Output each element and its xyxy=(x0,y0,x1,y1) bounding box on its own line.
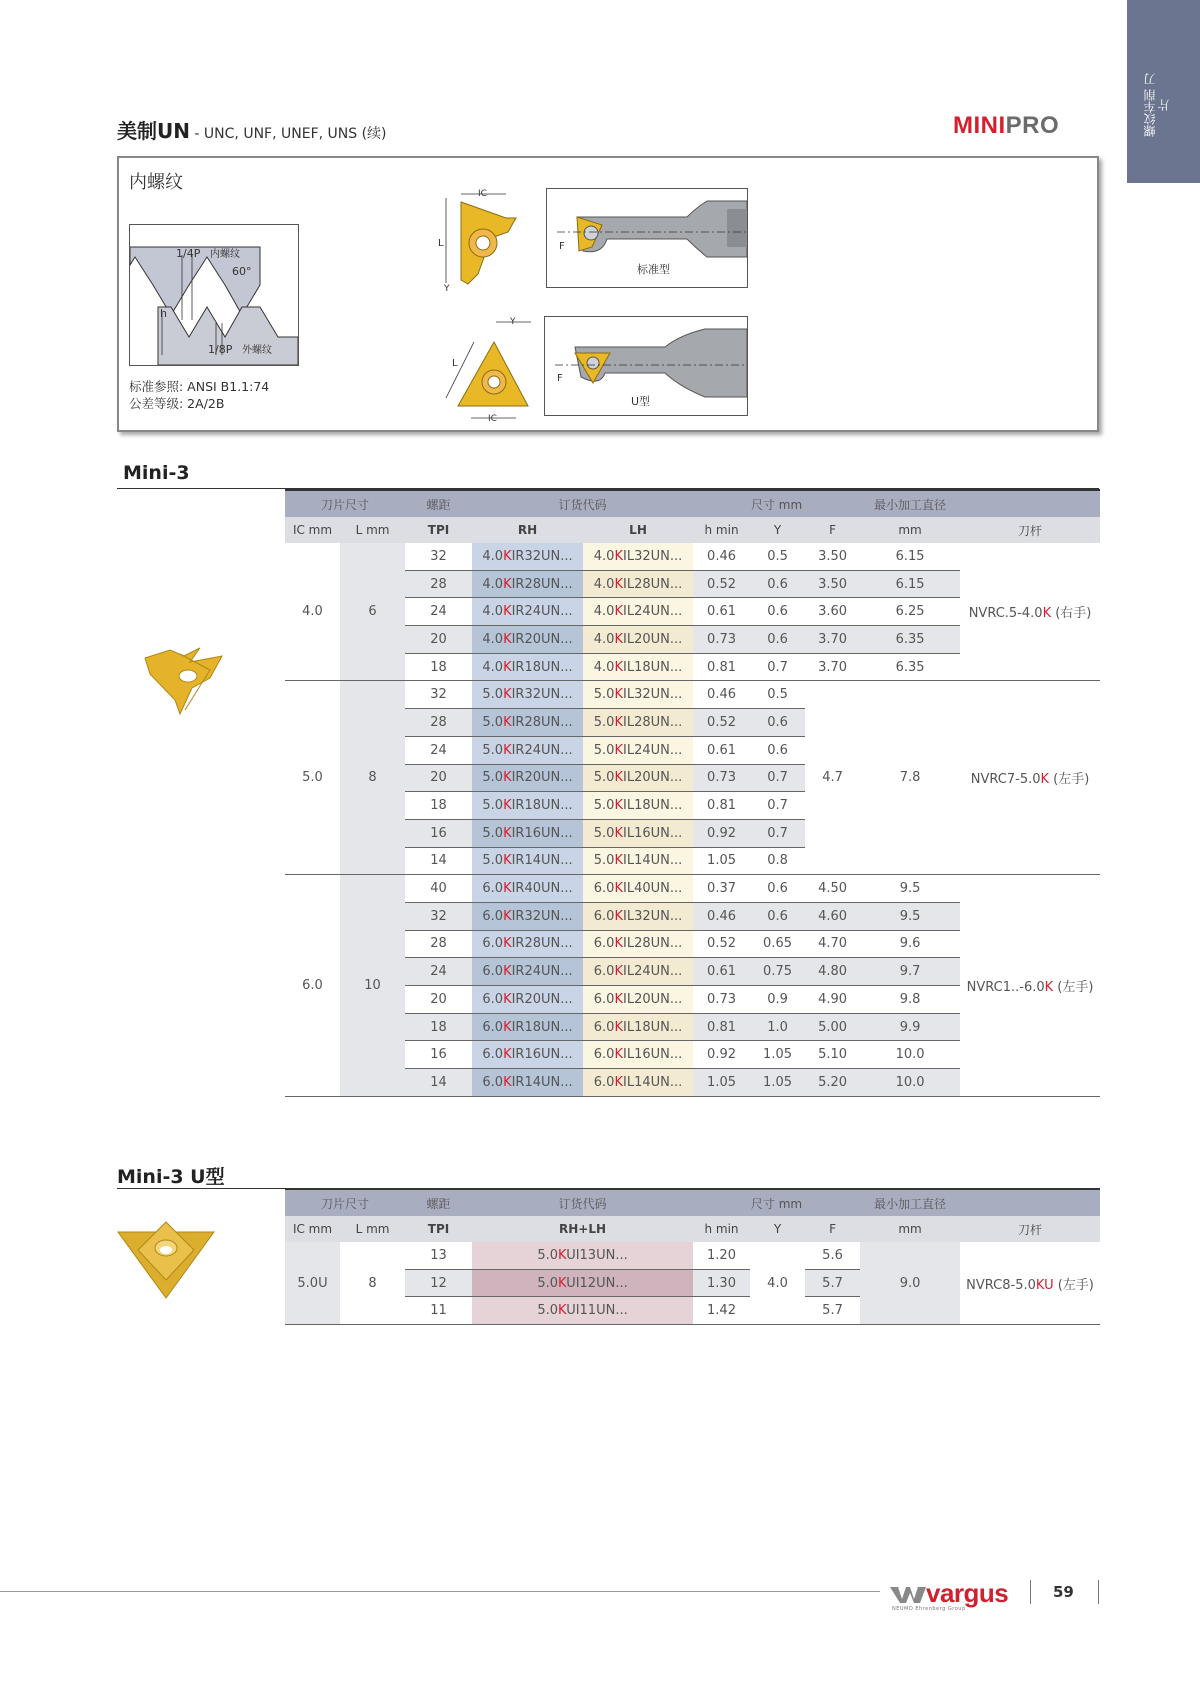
rh-order-code[interactable]: 4.0KIR18UN... xyxy=(472,653,583,681)
y-cell: 0.5 xyxy=(750,681,805,709)
y-cell: 0.6 xyxy=(750,598,805,626)
y-cell: 0.6 xyxy=(750,626,805,654)
tpi-cell: 18 xyxy=(405,792,472,820)
hmin-cell: 0.61 xyxy=(693,736,750,764)
footer-rule xyxy=(0,1591,880,1592)
y-cell: 0.7 xyxy=(750,792,805,820)
holder-cell[interactable]: NVRC.5-4.0K (右手) xyxy=(960,543,1100,681)
f-cell: 5.6 xyxy=(805,1242,860,1269)
rhlh-order-code[interactable]: 5.0KUI12UN... xyxy=(472,1269,693,1297)
tpi-cell: 16 xyxy=(405,1041,472,1069)
rh-order-code[interactable]: 5.0KIR32UN... xyxy=(472,681,583,709)
hmin-cell: 0.92 xyxy=(693,1041,750,1069)
tpi-cell: 16 xyxy=(405,819,472,847)
y-cell: 0.6 xyxy=(750,875,805,903)
f-cell: 4.80 xyxy=(805,958,860,986)
table-row xyxy=(285,875,1100,903)
rh-order-code[interactable]: 5.0KIR28UN... xyxy=(472,709,583,737)
y-cell: 0.7 xyxy=(750,653,805,681)
hmin-cell: 0.81 xyxy=(693,792,750,820)
rhlh-order-code[interactable]: 5.0KUI11UN... xyxy=(472,1297,693,1325)
svg-text:Y: Y xyxy=(510,317,516,327)
u-boring-bar-icon xyxy=(545,317,747,415)
mini3-table-body xyxy=(285,543,1100,1097)
rh-order-code[interactable]: 4.0KIR24UN... xyxy=(472,598,583,626)
svg-text:U型: U型 xyxy=(631,395,651,408)
hmin-cell: 0.81 xyxy=(693,653,750,681)
mini3u-insert-icon xyxy=(116,1218,216,1302)
footer-separator xyxy=(1030,1580,1031,1604)
min-bore-cell: 6.15 xyxy=(860,570,960,598)
rh-order-code[interactable]: 5.0KIR16UN... xyxy=(472,819,583,847)
table-row xyxy=(285,543,1100,570)
rh-order-code[interactable]: 6.0KIR24UN... xyxy=(472,958,583,986)
f-cell: 3.70 xyxy=(805,653,860,681)
triangular-insert-icon xyxy=(436,188,536,298)
lh-order-code[interactable]: 4.0KIL18UN... xyxy=(583,653,693,681)
thread-profile-diagram xyxy=(129,224,299,366)
table-row xyxy=(285,1242,1100,1269)
tpi-cell: 12 xyxy=(405,1269,472,1297)
rh-order-code[interactable]: 4.0KIR32UN... xyxy=(472,543,583,570)
tpi-cell: 28 xyxy=(405,570,472,598)
mini3u-spec-table xyxy=(285,1188,1100,1325)
lh-order-code[interactable]: 6.0KIL40UN... xyxy=(583,875,693,903)
hmin-cell: 0.92 xyxy=(693,819,750,847)
y-cell: 0.8 xyxy=(750,847,805,875)
ic-cell: 5.0 xyxy=(285,681,340,875)
f-cell: 3.70 xyxy=(805,626,860,654)
min-bore-cell: 9.7 xyxy=(860,958,960,986)
y-cell: 0.65 xyxy=(750,930,805,958)
svg-text:标准型: 标准型 xyxy=(637,263,670,276)
table-row xyxy=(285,681,1100,709)
boring-bar-icon xyxy=(547,189,747,287)
y-cell: 0.5 xyxy=(750,543,805,570)
hmin-cell: 0.81 xyxy=(693,1013,750,1041)
tpi-cell: 14 xyxy=(405,1069,472,1097)
y-cell: 1.0 xyxy=(750,1013,805,1041)
lh-order-code[interactable]: 5.0KIL20UN... xyxy=(583,764,693,792)
tpi-cell: 20 xyxy=(405,764,472,792)
section-title-mini3u: Mini-3 U型 xyxy=(117,1166,225,1188)
lh-order-code[interactable]: 4.0KIL24UN... xyxy=(583,598,693,626)
lh-order-code[interactable]: 5.0KIL16UN... xyxy=(583,819,693,847)
rh-order-code[interactable]: 6.0KIR16UN... xyxy=(472,1041,583,1069)
svg-text:1/8P: 1/8P xyxy=(208,343,233,356)
l-cell: 8 xyxy=(340,681,405,875)
min-bore-cell: 9.6 xyxy=(860,930,960,958)
y-cell: 1.05 xyxy=(750,1041,805,1069)
standard-notes xyxy=(129,378,269,412)
page-title xyxy=(117,115,387,144)
f-cell: 4.90 xyxy=(805,986,860,1014)
hmin-cell: 0.61 xyxy=(693,598,750,626)
u-triangular-insert-icon xyxy=(436,314,536,424)
min-bore-cell: 6.35 xyxy=(860,626,960,654)
tpi-cell: 18 xyxy=(405,653,472,681)
min-bore-cell: 9.9 xyxy=(860,1013,960,1041)
rh-order-code[interactable]: 6.0KIR18UN... xyxy=(472,1013,583,1041)
svg-text:F: F xyxy=(559,241,565,252)
lh-order-code[interactable]: 6.0KIL18UN... xyxy=(583,1013,693,1041)
hmin-cell: 0.46 xyxy=(693,681,750,709)
u-holder-figure xyxy=(544,316,748,416)
lh-order-code[interactable]: 6.0KIL24UN... xyxy=(583,958,693,986)
y-cell: 0.6 xyxy=(750,709,805,737)
lh-order-code[interactable]: 6.0KIL14UN... xyxy=(583,1069,693,1097)
min-bore-cell: 9.5 xyxy=(860,875,960,903)
tpi-cell: 32 xyxy=(405,543,472,570)
svg-text:L: L xyxy=(438,238,444,249)
svg-text:IC: IC xyxy=(478,189,487,199)
tpi-cell: 28 xyxy=(405,930,472,958)
tpi-cell: 28 xyxy=(405,709,472,737)
minipro-logo: MINIPRO xyxy=(953,112,1060,139)
min-bore-cell: 9.8 xyxy=(860,986,960,1014)
min-bore-cell: 7.8 xyxy=(860,681,960,875)
min-bore-cell: 6.25 xyxy=(860,598,960,626)
hmin-cell: 0.73 xyxy=(693,986,750,1014)
tpi-cell: 14 xyxy=(405,847,472,875)
chapter-tab-label: 螺纹车削 刀片 xyxy=(1143,73,1171,137)
table-header-row: IC mm L mm TPI RH+LH h min Y F mm 刀杆 xyxy=(285,1216,1100,1242)
tolerance-class: 公差等级: 2A/2B xyxy=(129,396,225,411)
vargus-chevrons-icon xyxy=(890,1583,926,1605)
min-bore-cell: 9.0 xyxy=(860,1242,960,1325)
svg-text:60°: 60° xyxy=(232,265,252,278)
rh-order-code[interactable]: 4.0KIR20UN... xyxy=(472,626,583,654)
standard-holder-figure xyxy=(546,188,748,288)
svg-text:1/4P: 1/4P xyxy=(176,247,201,260)
lh-order-code[interactable]: 4.0KIL32UN... xyxy=(583,543,693,570)
lh-order-code[interactable]: 6.0KIL32UN... xyxy=(583,902,693,930)
min-bore-cell: 10.0 xyxy=(860,1041,960,1069)
y-cell: 0.7 xyxy=(750,764,805,792)
vargus-logo: vargus NEUMO Ehrenberg Group xyxy=(892,1578,1009,1612)
hmin-cell: 1.30 xyxy=(693,1269,750,1297)
lh-order-code[interactable]: 6.0KIL28UN... xyxy=(583,930,693,958)
lh-order-code[interactable]: 4.0KIL28UN... xyxy=(583,570,693,598)
tpi-cell: 24 xyxy=(405,736,472,764)
hmin-cell: 1.20 xyxy=(693,1242,750,1269)
f-cell: 5.10 xyxy=(805,1041,860,1069)
rh-order-code[interactable]: 6.0KIR40UN... xyxy=(472,875,583,903)
rh-order-code[interactable]: 6.0KIR20UN... xyxy=(472,986,583,1014)
info-box-title: 内螺纹 xyxy=(129,172,183,193)
hmin-cell: 0.73 xyxy=(693,626,750,654)
tpi-cell: 11 xyxy=(405,1297,472,1325)
mini3u-insert-image xyxy=(116,1218,216,1302)
holder-cell[interactable]: NVRC8-5.0KU (左手) xyxy=(960,1242,1100,1325)
f-cell: 5.20 xyxy=(805,1069,860,1097)
hmin-cell: 0.52 xyxy=(693,930,750,958)
tpi-cell: 24 xyxy=(405,598,472,626)
l-cell: 6 xyxy=(340,543,405,681)
holder-cell[interactable]: NVRC7-5.0K (左手) xyxy=(960,681,1100,875)
y-cell: 0.7 xyxy=(750,819,805,847)
ic-cell: 4.0 xyxy=(285,543,340,681)
f-cell: 5.7 xyxy=(805,1269,860,1297)
y-cell: 0.6 xyxy=(750,902,805,930)
table-header-group-row: 刀片尺寸 螺距 订货代码 尺寸 mm 最小加工直径 xyxy=(285,1189,1100,1216)
tpi-cell: 32 xyxy=(405,902,472,930)
f-cell: 5.7 xyxy=(805,1297,860,1325)
rh-order-code[interactable]: 6.0KIR14UN... xyxy=(472,1069,583,1097)
hmin-cell: 0.52 xyxy=(693,709,750,737)
y-cell: 0.75 xyxy=(750,958,805,986)
rh-order-code[interactable]: 6.0KIR32UN... xyxy=(472,902,583,930)
standard-insert-figure xyxy=(436,188,536,298)
ic-cell: 5.0U xyxy=(285,1242,340,1325)
f-cell: 4.60 xyxy=(805,902,860,930)
y-cell: 0.6 xyxy=(750,570,805,598)
chapter-side-tab[interactable] xyxy=(1127,0,1200,183)
y-cell: 0.6 xyxy=(750,736,805,764)
tpi-cell: 20 xyxy=(405,626,472,654)
f-cell: 3.60 xyxy=(805,598,860,626)
y-cell: 0.9 xyxy=(750,986,805,1014)
lh-order-code[interactable]: 5.0KIL32UN... xyxy=(583,681,693,709)
svg-text:Y: Y xyxy=(444,284,450,294)
tpi-cell: 32 xyxy=(405,681,472,709)
hmin-cell: 0.61 xyxy=(693,958,750,986)
rh-order-code[interactable]: 4.0KIR28UN... xyxy=(472,570,583,598)
thread-profile-icon xyxy=(130,225,298,365)
table-header-group-row: 刀片尺寸 螺距 订货代码 尺寸 mm 最小加工直径 xyxy=(285,490,1100,517)
f-cell: 5.00 xyxy=(805,1013,860,1041)
lh-order-code[interactable]: 5.0KIL14UN... xyxy=(583,847,693,875)
lh-order-code[interactable]: 5.0KIL24UN... xyxy=(583,736,693,764)
u-insert-figure xyxy=(436,314,536,424)
hmin-cell: 0.52 xyxy=(693,570,750,598)
hmin-cell: 0.73 xyxy=(693,764,750,792)
svg-text:h: h xyxy=(160,307,167,320)
rh-order-code[interactable]: 5.0KIR18UN... xyxy=(472,792,583,820)
rhlh-order-code[interactable]: 5.0KUI13UN... xyxy=(472,1242,693,1269)
page-number: 59 xyxy=(1053,1583,1074,1601)
min-bore-cell: 9.5 xyxy=(860,902,960,930)
page-title-sub: - UNC, UNF, UNEF, UNS (续) xyxy=(189,126,387,142)
f-cell: 3.50 xyxy=(805,543,860,570)
f-cell: 4.70 xyxy=(805,930,860,958)
tpi-cell: 24 xyxy=(405,958,472,986)
hmin-cell: 0.46 xyxy=(693,543,750,570)
mini3-insert-icon xyxy=(140,640,230,720)
y-cell: 4.0 xyxy=(750,1242,805,1325)
lh-order-code[interactable]: 4.0KIL20UN... xyxy=(583,626,693,654)
min-bore-cell: 10.0 xyxy=(860,1069,960,1097)
ic-cell: 6.0 xyxy=(285,875,340,1097)
holder-cell[interactable]: NVRC1..-6.0K (左手) xyxy=(960,875,1100,1097)
svg-text:F: F xyxy=(557,373,563,384)
hmin-cell: 1.05 xyxy=(693,847,750,875)
f-cell: 4.7 xyxy=(805,681,860,875)
rh-order-code[interactable]: 5.0KIR14UN... xyxy=(472,847,583,875)
tpi-cell: 13 xyxy=(405,1242,472,1269)
l-cell: 10 xyxy=(340,875,405,1097)
svg-text:IC: IC xyxy=(488,414,497,424)
min-bore-cell: 6.15 xyxy=(860,543,960,570)
svg-text:外螺纹: 外螺纹 xyxy=(242,345,272,356)
hmin-cell: 1.42 xyxy=(693,1297,750,1325)
l-cell: 8 xyxy=(340,1242,405,1325)
mini3-insert-image xyxy=(140,640,230,720)
rh-order-code[interactable]: 5.0KIR24UN... xyxy=(472,736,583,764)
hmin-cell: 1.05 xyxy=(693,1069,750,1097)
svg-text:内螺纹: 内螺纹 xyxy=(210,249,240,260)
lh-order-code[interactable]: 5.0KIL28UN... xyxy=(583,709,693,737)
page-title-main: 美制UN xyxy=(117,119,190,143)
lh-order-code[interactable]: 6.0KIL20UN... xyxy=(583,986,693,1014)
footer-separator xyxy=(1098,1580,1099,1604)
table-header-row: IC mm L mm TPI RH LH h min Y F mm 刀杆 xyxy=(285,517,1100,543)
hmin-cell: 0.46 xyxy=(693,902,750,930)
y-cell: 1.05 xyxy=(750,1069,805,1097)
tpi-cell: 20 xyxy=(405,986,472,1014)
tpi-cell: 40 xyxy=(405,875,472,903)
rh-order-code[interactable]: 5.0KIR20UN... xyxy=(472,764,583,792)
mini3-spec-table xyxy=(285,489,1100,1097)
standard-reference: 标准参照: ANSI B1.1:74 xyxy=(129,379,270,394)
hmin-cell: 0.37 xyxy=(693,875,750,903)
rh-order-code[interactable]: 6.0KIR28UN... xyxy=(472,930,583,958)
min-bore-cell: 6.35 xyxy=(860,653,960,681)
mini3u-table-body xyxy=(285,1242,1100,1325)
f-cell: 3.50 xyxy=(805,570,860,598)
tpi-cell: 18 xyxy=(405,1013,472,1041)
section-title-mini3: Mini-3 xyxy=(123,462,190,484)
lh-order-code[interactable]: 5.0KIL18UN... xyxy=(583,792,693,820)
svg-text:L: L xyxy=(452,358,458,369)
lh-order-code[interactable]: 6.0KIL16UN... xyxy=(583,1041,693,1069)
f-cell: 4.50 xyxy=(805,875,860,903)
